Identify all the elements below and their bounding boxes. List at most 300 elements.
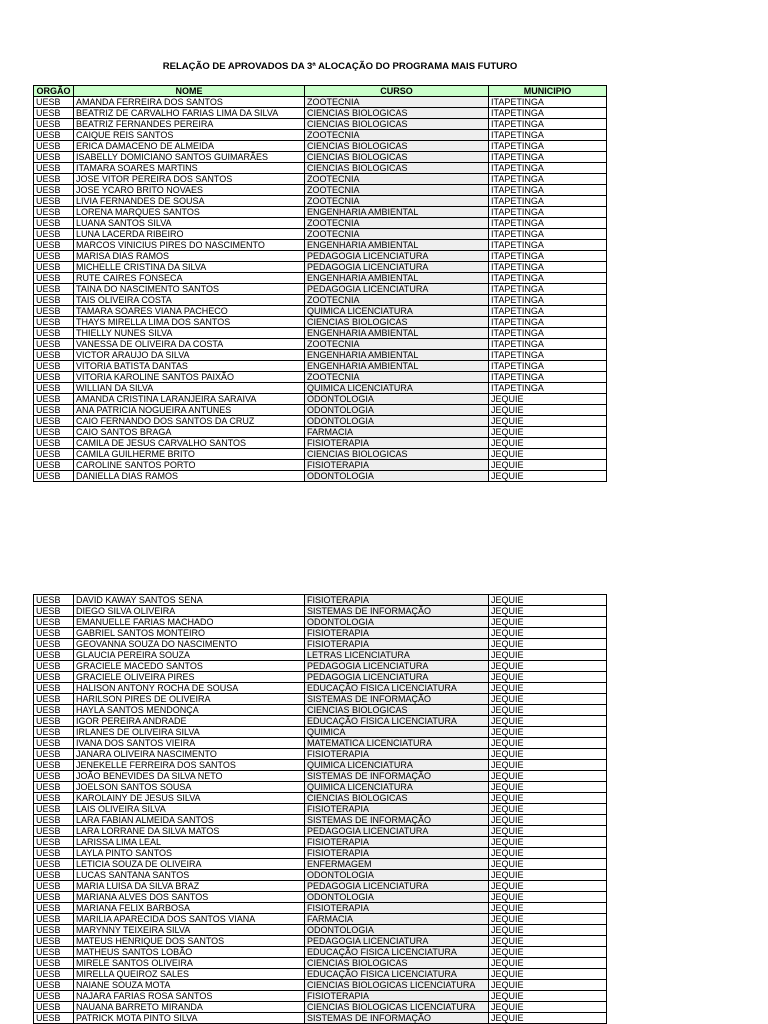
curso-cell: ODONTOLOGIA (305, 416, 489, 427)
municipio-cell: ITAPETINGA (489, 306, 607, 317)
orgao-cell: UESB (34, 405, 74, 416)
table-row (34, 738, 607, 749)
curso-cell: ZOOTECNIA (305, 97, 489, 108)
municipio-cell: ITAPETINGA (489, 317, 607, 328)
municipio-cell: ITAPETINGA (489, 163, 607, 174)
table-row (34, 438, 607, 449)
table-row (34, 427, 607, 438)
orgao-cell: UESB (34, 163, 74, 174)
municipio-cell: JEQUIE (489, 650, 607, 661)
municipio-cell: ITAPETINGA (489, 218, 607, 229)
municipio-cell: JEQUIE (489, 705, 607, 716)
municipio-cell: ITAPETINGA (489, 262, 607, 273)
municipio-cell: JEQUIE (489, 815, 607, 826)
nome-cell: DIEGO SILVA OLIVEIRA (74, 606, 305, 617)
municipio-cell: JEQUIE (489, 672, 607, 683)
table-row (34, 672, 607, 683)
nome-cell: JOSE YCARO BRITO NOVAES (74, 185, 305, 196)
orgao-cell: UESB (34, 273, 74, 284)
orgao-cell: UESB (34, 925, 74, 936)
curso-cell: ENFERMAGEM (305, 859, 489, 870)
header-nome: NOME (74, 86, 305, 97)
table-row (34, 837, 607, 848)
municipio-cell: JEQUIE (489, 848, 607, 859)
orgao-cell: UESB (34, 438, 74, 449)
table-row (34, 152, 607, 163)
municipio-cell: ITAPETINGA (489, 119, 607, 130)
approved-table-2 (33, 594, 607, 1024)
nome-cell: LARISSA LIMA LEAL (74, 837, 305, 848)
orgao-cell: UESB (34, 969, 74, 980)
orgao-cell: UESB (34, 870, 74, 881)
municipio-cell: JEQUIE (489, 925, 607, 936)
nome-cell: VANESSA DE OLIVEIRA DA COSTA (74, 339, 305, 350)
table-row (34, 958, 607, 969)
table-row (34, 859, 607, 870)
nome-cell: CAMILA DE JESUS CARVALHO SANTOS (74, 438, 305, 449)
municipio-cell: JEQUIE (489, 881, 607, 892)
table-row (34, 991, 607, 1002)
orgao-cell: UESB (34, 1013, 74, 1024)
orgao-cell: UESB (34, 958, 74, 969)
curso-cell: FISIOTERAPIA (305, 749, 489, 760)
nome-cell: MARIANA ALVES DOS SANTOS (74, 892, 305, 903)
orgao-cell: UESB (34, 639, 74, 650)
curso-cell: CIENCIAS BIOLOGICAS (305, 449, 489, 460)
municipio-cell: JEQUIE (489, 405, 607, 416)
orgao-cell: UESB (34, 793, 74, 804)
orgao-cell: UESB (34, 130, 74, 141)
table-row (34, 339, 607, 350)
nome-cell: MARCOS VINICIUS PIRES DO NASCIMENTO (74, 240, 305, 251)
curso-cell: EDUCAÇÃO FISICA LICENCIATURA (305, 969, 489, 980)
nome-cell: MARILIA APARECIDA DOS SANTOS VIANA (74, 914, 305, 925)
curso-cell: MATEMATICA LICENCIATURA (305, 738, 489, 749)
curso-cell: CIENCIAS BIOLOGICAS LICENCIATURA (305, 980, 489, 991)
curso-cell: FISIOTERAPIA (305, 991, 489, 1002)
curso-cell: PEDAGOGIA LICENCIATURA (305, 262, 489, 273)
nome-cell: ERICA DAMACENO DE ALMEIDA (74, 141, 305, 152)
curso-cell: ZOOTECNIA (305, 130, 489, 141)
municipio-cell: JEQUIE (489, 595, 607, 606)
table-row (34, 416, 607, 427)
orgao-cell: UESB (34, 196, 74, 207)
municipio-cell: JEQUIE (489, 606, 607, 617)
curso-cell: ZOOTECNIA (305, 372, 489, 383)
municipio-cell: JEQUIE (489, 903, 607, 914)
municipio-cell: ITAPETINGA (489, 130, 607, 141)
nome-cell: MATHEUS SANTOS LOBÃO (74, 947, 305, 958)
nome-cell: CAROLINE SANTOS PORTO (74, 460, 305, 471)
curso-cell: CIENCIAS BIOLOGICAS (305, 108, 489, 119)
table-row (34, 881, 607, 892)
municipio-cell: JEQUIE (489, 760, 607, 771)
nome-cell: HAYLA SANTOS MENDONÇA (74, 705, 305, 716)
curso-cell: ENGENHARIA AMBIENTAL (305, 240, 489, 251)
municipio-cell: JEQUIE (489, 639, 607, 650)
nome-cell: TAMARA SOARES VIANA PACHECO (74, 306, 305, 317)
curso-cell: CIENCIAS BIOLOGICAS (305, 958, 489, 969)
nome-cell: IRLANES DE OLIVEIRA SILVA (74, 727, 305, 738)
municipio-cell: ITAPETINGA (489, 97, 607, 108)
orgao-cell: UESB (34, 471, 74, 482)
table-row (34, 108, 607, 119)
municipio-cell: JEQUIE (489, 471, 607, 482)
table-row (34, 705, 607, 716)
table-row (34, 771, 607, 782)
nome-cell: AMANDA CRISTINA LARANJEIRA SARAIVA (74, 394, 305, 405)
header-municipio: MUNICIPIO (489, 86, 607, 97)
municipio-cell: ITAPETINGA (489, 185, 607, 196)
municipio-cell: JEQUIE (489, 980, 607, 991)
orgao-cell: UESB (34, 782, 74, 793)
orgao-cell: UESB (34, 804, 74, 815)
nome-cell: MATEUS HENRIQUE DOS SANTOS (74, 936, 305, 947)
curso-cell: ODONTOLOGIA (305, 870, 489, 881)
curso-cell: CIENCIAS BIOLOGICAS (305, 152, 489, 163)
nome-cell: GRACIELE OLIVEIRA PIRES (74, 672, 305, 683)
nome-cell: DAVID KAWAY SANTOS SENA (74, 595, 305, 606)
table-row (34, 760, 607, 771)
nome-cell: CAIQUE REIS SANTOS (74, 130, 305, 141)
curso-cell: QUIMICA LICENCIATURA (305, 782, 489, 793)
municipio-cell: JEQUIE (489, 1013, 607, 1024)
municipio-cell: ITAPETINGA (489, 229, 607, 240)
curso-cell: LETRAS LICENCIATURA (305, 650, 489, 661)
curso-cell: ODONTOLOGIA (305, 925, 489, 936)
municipio-cell: ITAPETINGA (489, 339, 607, 350)
table-row (34, 218, 607, 229)
nome-cell: LETICIA SOUZA DE OLIVEIRA (74, 859, 305, 870)
orgao-cell: UESB (34, 152, 74, 163)
municipio-cell: JEQUIE (489, 416, 607, 427)
municipio-cell: ITAPETINGA (489, 361, 607, 372)
curso-cell: PEDAGOGIA LICENCIATURA (305, 251, 489, 262)
table-row (34, 936, 607, 947)
curso-cell: FISIOTERAPIA (305, 639, 489, 650)
curso-cell: FISIOTERAPIA (305, 438, 489, 449)
municipio-cell: JEQUIE (489, 947, 607, 958)
orgao-cell: UESB (34, 262, 74, 273)
orgao-cell: UESB (34, 991, 74, 1002)
nome-cell: JOÃO BENEVIDES DA SILVA NETO (74, 771, 305, 782)
nome-cell: NAUANA BARRETO MIRANDA (74, 1002, 305, 1013)
orgao-cell: UESB (34, 97, 74, 108)
nome-cell: TAIS OLIVEIRA COSTA (74, 295, 305, 306)
orgao-cell: UESB (34, 727, 74, 738)
curso-cell: ENGENHARIA AMBIENTAL (305, 328, 489, 339)
table-row (34, 471, 607, 482)
curso-cell: SISTEMAS DE INFORMAÇÃO (305, 771, 489, 782)
curso-cell: FISIOTERAPIA (305, 903, 489, 914)
municipio-cell: JEQUIE (489, 628, 607, 639)
nome-cell: HALISON ANTONY ROCHA DE SOUSA (74, 683, 305, 694)
municipio-cell: JEQUIE (489, 617, 607, 628)
curso-cell: ODONTOLOGIA (305, 405, 489, 416)
table-row (34, 229, 607, 240)
municipio-cell: JEQUIE (489, 859, 607, 870)
nome-cell: ITAMARA SOARES MARTINS (74, 163, 305, 174)
curso-cell: ODONTOLOGIA (305, 394, 489, 405)
curso-cell: ZOOTECNIA (305, 295, 489, 306)
nome-cell: KAROLAINY DE JESUS SILVA (74, 793, 305, 804)
nome-cell: VITORIA BATISTA DANTAS (74, 361, 305, 372)
orgao-cell: UESB (34, 848, 74, 859)
municipio-cell: JEQUIE (489, 749, 607, 760)
curso-cell: ZOOTECNIA (305, 229, 489, 240)
curso-cell: PEDAGOGIA LICENCIATURA (305, 826, 489, 837)
municipio-cell: ITAPETINGA (489, 141, 607, 152)
curso-cell: ENGENHARIA AMBIENTAL (305, 207, 489, 218)
table-row (34, 639, 607, 650)
nome-cell: BEATRIZ DE CARVALHO FARIAS LIMA DA SILVA (74, 108, 305, 119)
nome-cell: JOSE VITOR PEREIRA DOS SANTOS (74, 174, 305, 185)
table-row (34, 295, 607, 306)
orgao-cell: UESB (34, 339, 74, 350)
table-row (34, 460, 607, 471)
table-row (34, 174, 607, 185)
curso-cell: ENGENHARIA AMBIENTAL (305, 361, 489, 372)
table-row (34, 903, 607, 914)
curso-cell: CIENCIAS BIOLOGICAS (305, 317, 489, 328)
curso-cell: EDUCAÇÃO FISICA LICENCIATURA (305, 716, 489, 727)
curso-cell: ENGENHARIA AMBIENTAL (305, 350, 489, 361)
table-row (34, 130, 607, 141)
municipio-cell: JEQUIE (489, 936, 607, 947)
curso-cell: FISIOTERAPIA (305, 460, 489, 471)
table-row (34, 716, 607, 727)
orgao-cell: UESB (34, 936, 74, 947)
table-row (34, 969, 607, 980)
orgao-cell: UESB (34, 229, 74, 240)
orgao-cell: UESB (34, 306, 74, 317)
table-row (34, 595, 607, 606)
municipio-cell: ITAPETINGA (489, 383, 607, 394)
orgao-cell: UESB (34, 716, 74, 727)
curso-cell: PEDAGOGIA LICENCIATURA (305, 661, 489, 672)
orgao-cell: UESB (34, 383, 74, 394)
orgao-cell: UESB (34, 460, 74, 471)
orgao-cell: UESB (34, 617, 74, 628)
municipio-cell: JEQUIE (489, 438, 607, 449)
municipio-cell: JEQUIE (489, 661, 607, 672)
table-row (34, 727, 607, 738)
nome-cell: LARA FABIAN ALMEIDA SANTOS (74, 815, 305, 826)
nome-cell: WILLIAN DA SILVA (74, 383, 305, 394)
orgao-cell: UESB (34, 749, 74, 760)
nome-cell: TAINA DO NASCIMENTO SANTOS (74, 284, 305, 295)
table-row (34, 97, 607, 108)
nome-cell: IGOR PEREIRA ANDRADE (74, 716, 305, 727)
nome-cell: IVANA DOS SANTOS VIEIRA (74, 738, 305, 749)
curso-cell: PEDAGOGIA LICENCIATURA (305, 881, 489, 892)
orgao-cell: UESB (34, 108, 74, 119)
table-row (34, 606, 607, 617)
nome-cell: MARYNNY TEIXEIRA SILVA (74, 925, 305, 936)
table-row (34, 394, 607, 405)
municipio-cell: ITAPETINGA (489, 284, 607, 295)
table-row (34, 273, 607, 284)
municipio-cell: JEQUIE (489, 460, 607, 471)
nome-cell: MARISA DIAS RAMOS (74, 251, 305, 262)
orgao-cell: UESB (34, 606, 74, 617)
orgao-cell: UESB (34, 119, 74, 130)
orgao-cell: UESB (34, 771, 74, 782)
municipio-cell: ITAPETINGA (489, 207, 607, 218)
nome-cell: NAIANE SOUZA MOTA (74, 980, 305, 991)
orgao-cell: UESB (34, 947, 74, 958)
municipio-cell: JEQUIE (489, 958, 607, 969)
municipio-cell: JEQUIE (489, 449, 607, 460)
curso-cell: FARMACIA (305, 914, 489, 925)
curso-cell: EDUCAÇÃO FISICA LICENCIATURA (305, 947, 489, 958)
nome-cell: LAYLA PINTO SANTOS (74, 848, 305, 859)
orgao-cell: UESB (34, 295, 74, 306)
orgao-cell: UESB (34, 760, 74, 771)
table-row (34, 328, 607, 339)
curso-cell: CIENCIAS BIOLOGICAS (305, 141, 489, 152)
table-row (34, 804, 607, 815)
table-row (34, 694, 607, 705)
nome-cell: DANIELLA DIAS RAMOS (74, 471, 305, 482)
curso-cell: CIENCIAS BIOLOGICAS (305, 705, 489, 716)
nome-cell: LAIS OLIVEIRA SILVA (74, 804, 305, 815)
curso-cell: CIENCIAS BIOLOGICAS LICENCIATURA (305, 1002, 489, 1013)
curso-cell: SISTEMAS DE INFORMAÇÃO (305, 815, 489, 826)
municipio-cell: ITAPETINGA (489, 196, 607, 207)
curso-cell: FISIOTERAPIA (305, 804, 489, 815)
header-row (34, 86, 607, 97)
table-row (34, 914, 607, 925)
nome-cell: JANARA OLIVEIRA NASCIMENTO (74, 749, 305, 760)
orgao-cell: UESB (34, 628, 74, 639)
orgao-cell: UESB (34, 595, 74, 606)
table-row (34, 815, 607, 826)
municipio-cell: ITAPETINGA (489, 174, 607, 185)
municipio-cell: JEQUIE (489, 969, 607, 980)
orgao-cell: UESB (34, 449, 74, 460)
municipio-cell: JEQUIE (489, 716, 607, 727)
nome-cell: MARIANA FELIX BARBOSA (74, 903, 305, 914)
orgao-cell: UESB (34, 705, 74, 716)
table-row (34, 848, 607, 859)
municipio-cell: JEQUIE (489, 683, 607, 694)
orgao-cell: UESB (34, 427, 74, 438)
orgao-cell: UESB (34, 914, 74, 925)
table-row (34, 892, 607, 903)
curso-cell: FISIOTERAPIA (305, 837, 489, 848)
orgao-cell: UESB (34, 903, 74, 914)
municipio-cell: ITAPETINGA (489, 350, 607, 361)
curso-cell: QUIMICA (305, 727, 489, 738)
nome-cell: CAIO SANTOS BRAGA (74, 427, 305, 438)
table-row (34, 207, 607, 218)
curso-cell: CIENCIAS BIOLOGICAS (305, 119, 489, 130)
nome-cell: CAIO FERNANDO DOS SANTOS DA CRUZ (74, 416, 305, 427)
curso-cell: FISIOTERAPIA (305, 595, 489, 606)
orgao-cell: UESB (34, 859, 74, 870)
table-row (34, 196, 607, 207)
municipio-cell: ITAPETINGA (489, 240, 607, 251)
orgao-cell: UESB (34, 361, 74, 372)
nome-cell: LORENA MARQUES SANTOS (74, 207, 305, 218)
nome-cell: LUCAS SANTANA SANTOS (74, 870, 305, 881)
municipio-cell: JEQUIE (489, 394, 607, 405)
nome-cell: HARILSON PIRES DE OLIVEIRA (74, 694, 305, 705)
header-curso: CURSO (305, 86, 489, 97)
curso-cell: ZOOTECNIA (305, 196, 489, 207)
curso-cell: ODONTOLOGIA (305, 892, 489, 903)
nome-cell: RUTE CAIRES FONSECA (74, 273, 305, 284)
nome-cell: MICHELLE CRISTINA DA SILVA (74, 262, 305, 273)
municipio-cell: JEQUIE (489, 870, 607, 881)
curso-cell: CIENCIAS BIOLOGICAS (305, 793, 489, 804)
orgao-cell: UESB (34, 394, 74, 405)
orgao-cell: UESB (34, 284, 74, 295)
nome-cell: PATRICK MOTA PINTO SILVA (74, 1013, 305, 1024)
curso-cell: ZOOTECNIA (305, 218, 489, 229)
nome-cell: GLAUCIA PEREIRA SOUZA (74, 650, 305, 661)
nome-cell: NAJARA FARIAS ROSA SANTOS (74, 991, 305, 1002)
nome-cell: JOELSON SANTOS SOUSA (74, 782, 305, 793)
nome-cell: LUNA LACERDA RIBEIRO (74, 229, 305, 240)
orgao-cell: UESB (34, 416, 74, 427)
nome-cell: AMANDA FERREIRA DOS SANTOS (74, 97, 305, 108)
orgao-cell: UESB (34, 350, 74, 361)
orgao-cell: UESB (34, 185, 74, 196)
table-row (34, 683, 607, 694)
table-row (34, 449, 607, 460)
municipio-cell: JEQUIE (489, 738, 607, 749)
municipio-cell: JEQUIE (489, 892, 607, 903)
table-row (34, 980, 607, 991)
orgao-cell: UESB (34, 328, 74, 339)
table-row (34, 350, 607, 361)
nome-cell: CAMILA GUILHERME BRITO (74, 449, 305, 460)
table-row (34, 361, 607, 372)
orgao-cell: UESB (34, 881, 74, 892)
orgao-cell: UESB (34, 251, 74, 262)
municipio-cell: JEQUIE (489, 427, 607, 438)
orgao-cell: UESB (34, 218, 74, 229)
orgao-cell: UESB (34, 317, 74, 328)
municipio-cell: JEQUIE (489, 991, 607, 1002)
municipio-cell: JEQUIE (489, 837, 607, 848)
orgao-cell: UESB (34, 240, 74, 251)
curso-cell: FISIOTERAPIA (305, 848, 489, 859)
table-row (34, 925, 607, 936)
table-row (34, 628, 607, 639)
municipio-cell: JEQUIE (489, 826, 607, 837)
nome-cell: THIELLY NUNES SILVA (74, 328, 305, 339)
municipio-cell: ITAPETINGA (489, 273, 607, 284)
page-title: RELAÇÃO DE APROVADOS DA 3ª ALOCAÇÃO DO PROGRAMA MAIS FUTURO (162, 61, 518, 72)
nome-cell: THAYS MIRELLA LIMA DOS SANTOS (74, 317, 305, 328)
curso-cell: SISTEMAS DE INFORMAÇÃO (305, 694, 489, 705)
municipio-cell: JEQUIE (489, 1002, 607, 1013)
curso-cell: ZOOTECNIA (305, 339, 489, 350)
curso-cell: ZOOTECNIA (305, 185, 489, 196)
table-row (34, 262, 607, 273)
curso-cell: QUIMICA LICENCIATURA (305, 306, 489, 317)
curso-cell: SISTEMAS DE INFORMAÇÃO (305, 1013, 489, 1024)
table-row (34, 749, 607, 760)
municipio-cell: JEQUIE (489, 727, 607, 738)
table-row (34, 405, 607, 416)
municipio-cell: JEQUIE (489, 694, 607, 705)
table-row (34, 782, 607, 793)
municipio-cell: ITAPETINGA (489, 251, 607, 262)
